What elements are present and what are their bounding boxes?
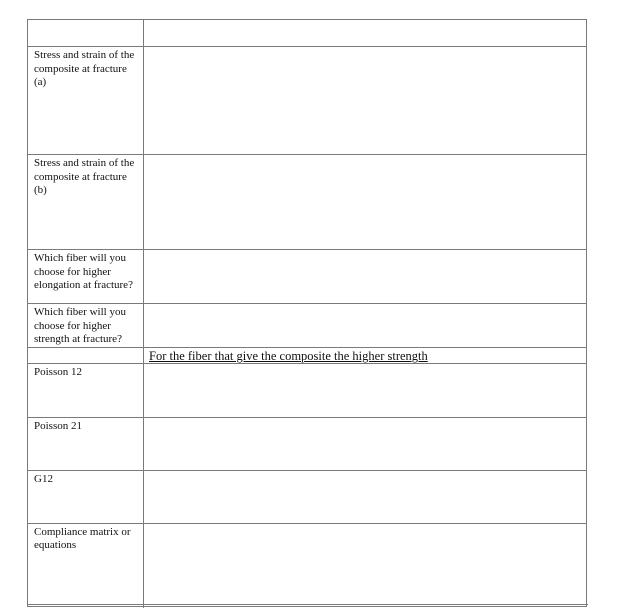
- row-label-poisson-12: Poisson 12: [28, 363, 144, 417]
- row-label-poisson-21: Poisson 21: [28, 417, 144, 470]
- header-label-cell[interactable]: [28, 20, 144, 47]
- section-note-higher-strength-fiber: For the fiber that give the composite the higher strength: [144, 347, 587, 363]
- answer-cell-stress-strain-b[interactable]: [144, 155, 587, 250]
- table-row: [28, 523, 587, 606]
- row-label-subheading: [28, 347, 144, 363]
- row-label-compliance-matrix: Compliance matrix or equations: [28, 523, 144, 606]
- table-row: [28, 417, 587, 470]
- worksheet-table: [27, 19, 587, 607]
- answer-cell-poisson-12[interactable]: [144, 363, 587, 417]
- answer-cell-compliance-matrix[interactable]: [144, 523, 587, 606]
- table-row: [28, 363, 587, 417]
- row-label-stress-strain-b: Stress and strain of the composite at fracture (b): [28, 155, 144, 250]
- table-row: [28, 304, 587, 348]
- header-value-cell[interactable]: [144, 20, 587, 47]
- row-label-higher-elongation: Which fiber will you choose for higher elongation at fracture?: [28, 250, 144, 304]
- row-label-higher-strength: Which fiber will you choose for higher strength at fracture?: [28, 304, 144, 348]
- answer-cell-higher-elongation[interactable]: [144, 250, 587, 304]
- answer-cell-higher-strength[interactable]: [144, 304, 587, 348]
- table-row: [28, 47, 587, 155]
- table-row: [28, 250, 587, 304]
- table-row: [28, 155, 587, 250]
- table-row: [28, 470, 587, 523]
- next-row-top-border: [27, 604, 588, 605]
- row-label-g12: G12: [28, 470, 144, 523]
- answer-cell-poisson-21[interactable]: [144, 417, 587, 470]
- table-row: [28, 347, 587, 363]
- next-row-column-divider: [143, 604, 144, 608]
- answer-cell-stress-strain-a[interactable]: [144, 47, 587, 155]
- table-row-header: [28, 20, 587, 47]
- answer-cell-g12[interactable]: [144, 470, 587, 523]
- row-label-stress-strain-a: Stress and strain of the composite at fracture (a): [28, 47, 144, 155]
